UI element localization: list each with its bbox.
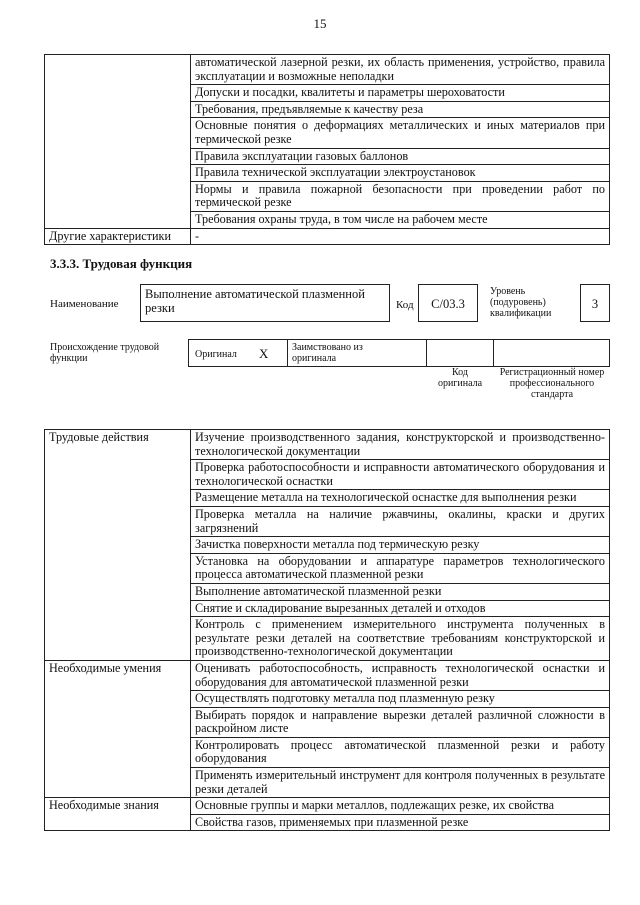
table-row: [45, 148, 610, 165]
list-item: Выбирать порядок и направление вырезки деталей различной сложности в раскройном листе: [191, 707, 610, 737]
table-row: [45, 85, 610, 102]
name-value-box: [140, 284, 390, 322]
origin-code-box: [426, 339, 494, 367]
function-code: C/03.3: [431, 297, 465, 311]
original-box: [188, 339, 288, 367]
group-label: Трудовые действия: [45, 430, 191, 661]
row-label: [45, 165, 191, 182]
table-row: [45, 118, 610, 148]
code-label: Код: [396, 299, 414, 311]
borrowed-label: Заимствовано из оригинала: [292, 342, 363, 364]
row-value: Нормы и правила пожарной безопасности при проведении работ по термической резке: [191, 181, 610, 211]
row-value: автоматической лазерной резки, их область применения, устройство, правила эксплуатации и возможные неполадки: [191, 55, 610, 85]
original-mark: X: [259, 346, 269, 361]
table-row: [45, 165, 610, 182]
level-label: Уровень (подуровень) квалификации: [490, 286, 552, 319]
list-item: Применять измерительный инструмент для контроля полученных в результате резки деталей: [191, 768, 610, 798]
row-value: -: [191, 228, 610, 245]
list-item: Контролировать процесс автоматической плазменной резки и работу оборудования: [191, 737, 610, 767]
row-label: [45, 181, 191, 211]
row-label: [45, 101, 191, 118]
code-value-box: [418, 284, 478, 322]
list-item: Изучение производственного задания, конструкторской и производственно-технологической документации: [191, 430, 610, 460]
table-row: [45, 430, 610, 460]
list-item: Выполнение автоматической плазменной резки: [191, 583, 610, 600]
origin-code-caption: Код оригинала: [437, 367, 483, 389]
labor-function-table: [44, 429, 610, 831]
table-row: [45, 798, 610, 815]
list-item: Снятие и складирование вырезанных деталей и отходов: [191, 600, 610, 617]
row-label: [45, 85, 191, 102]
section-title: 3.3.3. Трудовая функция: [50, 256, 193, 271]
row-label: [45, 55, 191, 85]
page-number: 15: [313, 16, 327, 31]
row-label: Другие характеристики: [45, 228, 191, 245]
table-row: [45, 660, 610, 690]
table-row: [45, 101, 610, 118]
name-label: Наименование: [50, 298, 119, 310]
list-item: Свойства газов, применяемых при плазменной резке: [191, 814, 610, 831]
row-value: Основные понятия о деформациях металлических и иных материалов при термической резке: [191, 118, 610, 148]
level-value-box: [580, 284, 610, 322]
list-item: Проверка работоспособности и исправности автоматического оборудования и технологической оснастки: [191, 460, 610, 490]
list-item: Осуществлять подготовку металла под плазменную резку: [191, 691, 610, 708]
row-value: Требования охраны труда, в том числе на рабочем месте: [191, 211, 610, 228]
group-label: Необходимые знания: [45, 798, 191, 831]
group-label: Необходимые умения: [45, 660, 191, 797]
function-name: Выполнение автоматической плазменной резки: [145, 287, 365, 315]
table-row: [45, 211, 610, 228]
row-value: Правила эксплуатации газовых баллонов: [191, 148, 610, 165]
row-value: Допуски и посадки, квалитеты и параметры шероховатости: [191, 85, 610, 102]
top-characteristics-table: [44, 54, 610, 245]
list-item: Проверка металла на наличие ржавчины, окалины, краски и других загрязнений: [191, 506, 610, 536]
borrowed-box: [287, 339, 427, 367]
original-label: Оригинал: [195, 349, 237, 360]
registration-box: [493, 339, 610, 367]
row-label: [45, 211, 191, 228]
row-value: Требования, предъявляемые к качеству реза: [191, 101, 610, 118]
list-item: Основные группы и марки металлов, подлежащих резке, их свойства: [191, 798, 610, 815]
table-row: [45, 228, 610, 245]
row-value: Правила технической эксплуатации электроустановок: [191, 165, 610, 182]
list-item: Установка на оборудовании и аппаратуре параметров технологического процесса автоматической плазменной резки: [191, 553, 610, 583]
row-label: [45, 148, 191, 165]
row-label: [45, 118, 191, 148]
list-item: Размещение металла на технологической оснастке для выполнения резки: [191, 490, 610, 507]
qualification-level: 3: [591, 297, 599, 311]
registration-caption: Регистрационный номер профессионального стандарта: [499, 367, 605, 400]
origin-label: Происхождение трудовой функции: [50, 342, 160, 364]
list-item: Оценивать работоспособность, исправность технологической оснастки и оборудования для автоматической плазменной резки: [191, 660, 610, 690]
table-row: [45, 55, 610, 85]
table-row: [45, 181, 610, 211]
list-item: Зачистка поверхности металла под термическую резку: [191, 537, 610, 554]
list-item: Контроль с применением измерительного инструмента полученных в результате резки деталей на соответствие требованиям конструкторской и производственно-технологической документации: [191, 617, 610, 661]
